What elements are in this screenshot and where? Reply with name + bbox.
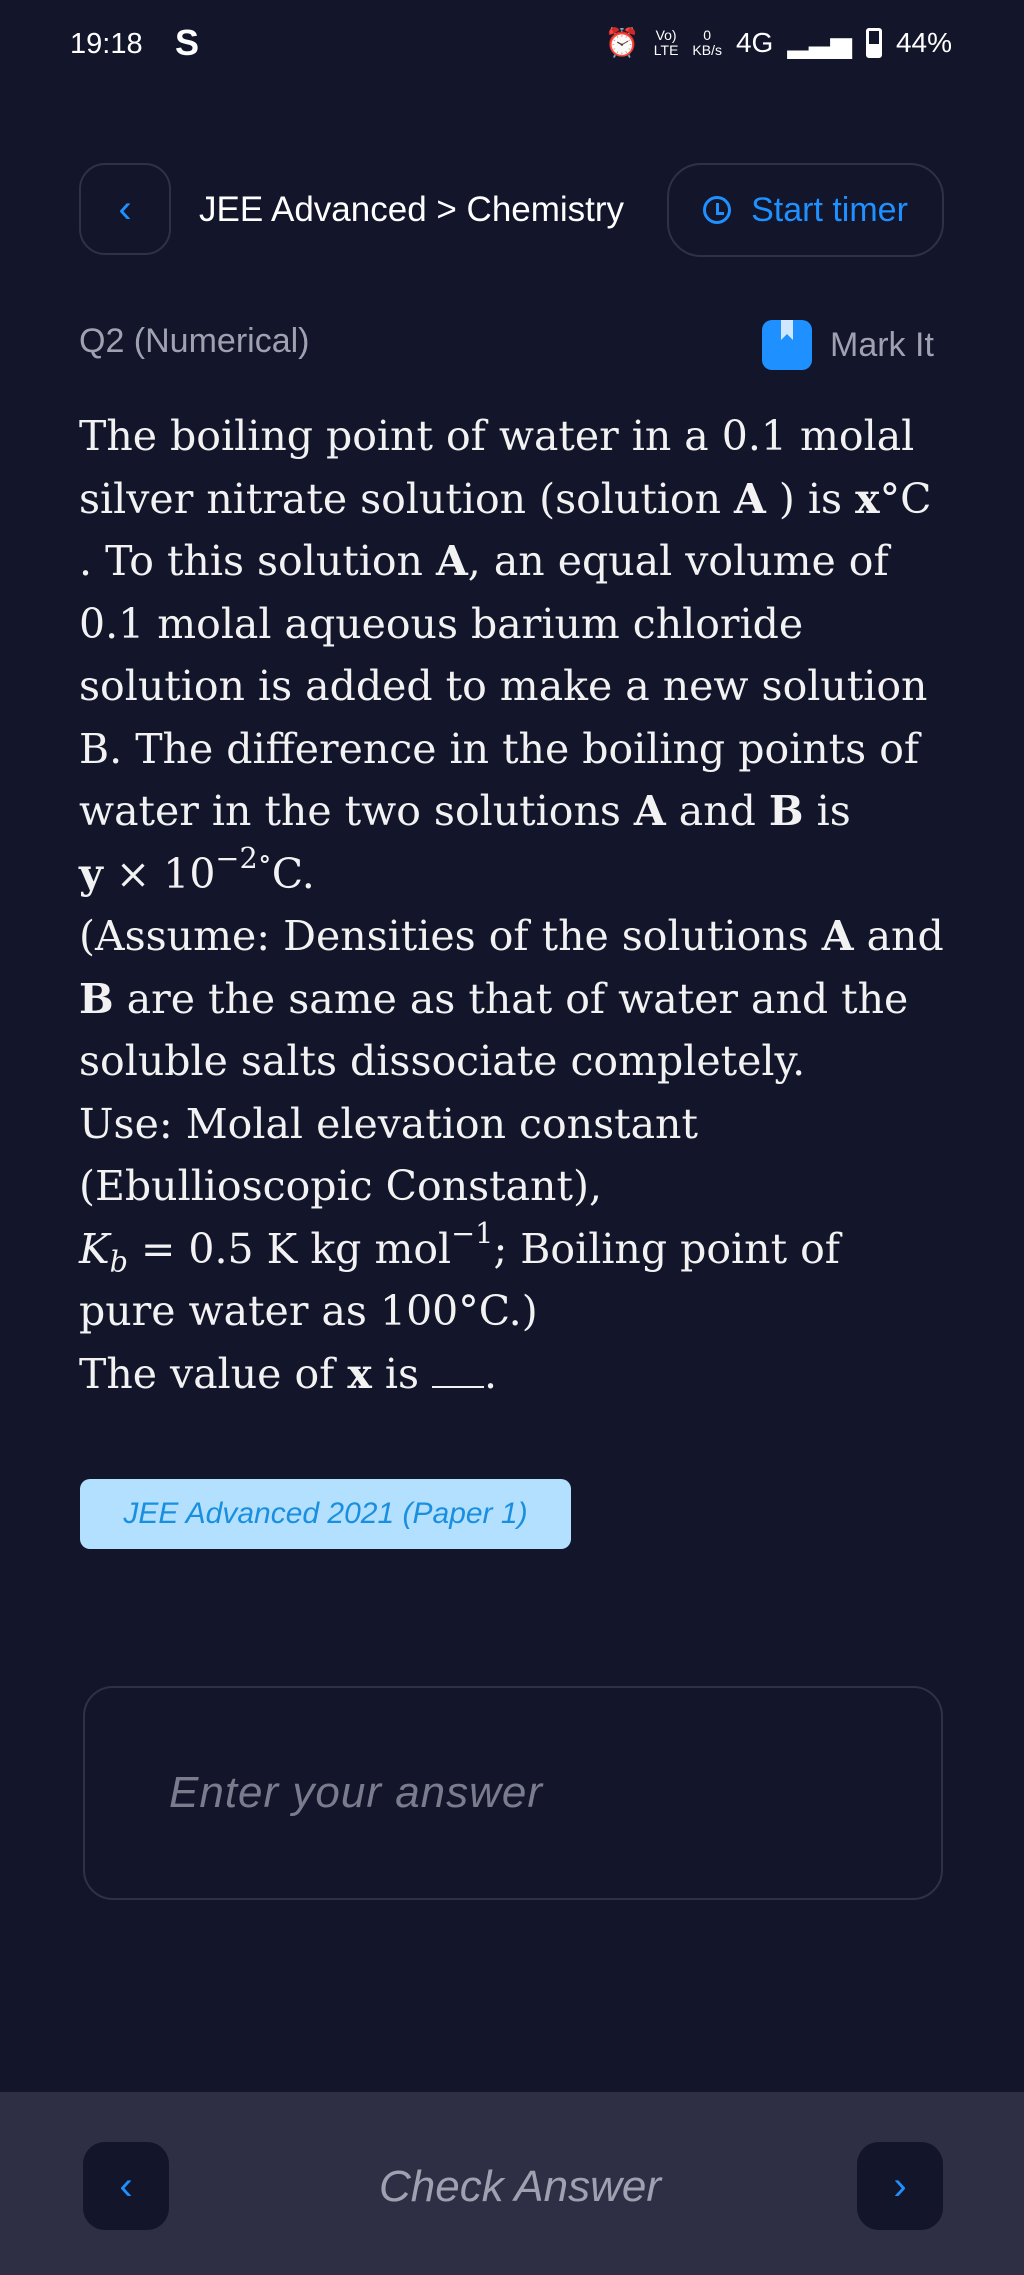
question-segment: B. The difference in the boiling points of xyxy=(79,724,920,773)
bookmark-icon xyxy=(762,320,812,370)
alarm-icon: ⏰ xyxy=(604,27,640,58)
question-segment: pure water as xyxy=(79,1287,380,1335)
question-segment: molal xyxy=(787,412,915,460)
volte-bottom: LTE xyxy=(653,41,679,58)
question-segment: 100°C xyxy=(379,1287,509,1335)
question-segment: molal aqueous barium chloride xyxy=(144,599,804,648)
answer-input[interactable] xyxy=(83,1686,943,1900)
question-line xyxy=(79,1343,959,1406)
question-line xyxy=(79,1093,959,1156)
next-question-button[interactable] xyxy=(857,2142,943,2230)
question-line xyxy=(79,840,959,906)
previous-question-button[interactable] xyxy=(83,2142,169,2230)
question-segment: 0.1 xyxy=(79,599,145,648)
volte-icon xyxy=(654,28,679,58)
question-line xyxy=(79,1155,959,1218)
speed-unit: KB/s xyxy=(692,41,722,58)
question-segment: 0.1 xyxy=(721,412,788,460)
chevron-right-icon: › xyxy=(893,2163,907,2208)
question-segment: −2∘ xyxy=(215,840,272,875)
question-segment: = 0.5 K kg mol xyxy=(128,1224,452,1273)
question-segment: . xyxy=(484,1349,498,1398)
chevron-left-icon: ‹ xyxy=(118,186,132,231)
question-segment: ) is xyxy=(765,474,856,523)
question-segment: The boiling point of water in a xyxy=(79,412,722,460)
question-line xyxy=(79,905,959,968)
question-line xyxy=(79,1030,959,1093)
app-notification-icon: S xyxy=(175,22,200,63)
question-segment: silver nitrate solution (solution xyxy=(79,474,735,523)
question-line xyxy=(79,655,959,718)
question-segment: (Assume: Densities of the solutions xyxy=(79,912,822,960)
question-segment: K xyxy=(79,1224,110,1273)
question-line xyxy=(79,1215,959,1281)
clock-icon xyxy=(703,196,731,224)
question-segment: and xyxy=(853,912,944,960)
exam-tag: JEE Advanced 2021 (Paper 1) xyxy=(80,1479,571,1549)
question-segment: is xyxy=(803,787,851,835)
question-label: Q2 (Numerical) xyxy=(79,322,310,360)
start-timer-label: Start timer xyxy=(751,190,908,229)
chevron-left-icon: ‹ xyxy=(119,2163,133,2208)
question-segment: A xyxy=(633,787,666,835)
clock-time: 19:18 xyxy=(70,28,143,60)
battery-percent: 44% xyxy=(895,26,952,58)
question-line xyxy=(79,593,959,656)
question-segment: A xyxy=(734,474,766,523)
question-segment: . To this solution xyxy=(79,537,436,585)
question-segment: are the same as that of water and the xyxy=(113,974,909,1023)
breadcrumb: JEE Advanced > Chemistry xyxy=(199,190,625,229)
question-segment: , an equal volume of xyxy=(467,537,889,585)
question-segment: (Ebullioscopic Constant), xyxy=(79,1162,602,1210)
question-segment: Use: Molal elevation constant xyxy=(79,1099,698,1148)
question-segment: B xyxy=(79,974,114,1023)
question-segment: °C xyxy=(879,474,932,523)
question-segment: .) xyxy=(508,1287,538,1335)
question-segment: y xyxy=(79,849,103,898)
question-line xyxy=(79,405,959,468)
question-line xyxy=(79,1280,959,1343)
question-line xyxy=(79,780,959,843)
mark-it-button[interactable] xyxy=(762,320,934,370)
question-segment: C. xyxy=(271,849,315,898)
start-timer-button[interactable] xyxy=(667,163,944,257)
question-segment: soluble salts dissociate completely. xyxy=(79,1037,806,1085)
network-type: 4G xyxy=(735,26,774,58)
question-segment: solution is added to make a new solution xyxy=(79,662,928,710)
question-segment: B xyxy=(768,787,804,835)
question-line xyxy=(79,718,959,781)
mark-it-label: Mark It xyxy=(830,325,934,364)
answer-placeholder: Enter your answer xyxy=(169,1768,544,1817)
question-segment: −1 xyxy=(451,1215,494,1250)
question-segment: A xyxy=(821,912,854,960)
question-line xyxy=(79,968,959,1031)
battery-icon xyxy=(866,28,882,58)
question-segment: × 10 xyxy=(102,849,216,898)
signal-icon: ▂▃▅ xyxy=(787,27,852,58)
question-segment: b xyxy=(109,1244,129,1279)
question-segment: x xyxy=(347,1349,372,1398)
question-segment: x xyxy=(855,474,880,523)
back-button[interactable] xyxy=(79,163,171,255)
status-icons xyxy=(605,26,952,59)
network-speed xyxy=(692,28,722,58)
status-bar xyxy=(0,22,1024,72)
question-segment: A xyxy=(435,537,468,585)
question-segment: ; Boiling point of xyxy=(493,1224,840,1273)
question-line xyxy=(79,530,959,593)
bottom-bar xyxy=(0,2092,1024,2275)
volte-top: Vo) xyxy=(655,26,677,43)
question-segment: The value of xyxy=(79,1349,348,1398)
check-answer-button[interactable]: Check Answer xyxy=(378,2162,662,2211)
question-line xyxy=(79,468,959,531)
answer-blank xyxy=(432,1386,484,1388)
question-segment: and xyxy=(665,787,769,835)
question-text xyxy=(79,405,959,1405)
question-segment: water in the two solutions xyxy=(79,787,634,835)
question-segment: is xyxy=(371,1349,433,1398)
speed-value: 0 xyxy=(703,26,712,43)
